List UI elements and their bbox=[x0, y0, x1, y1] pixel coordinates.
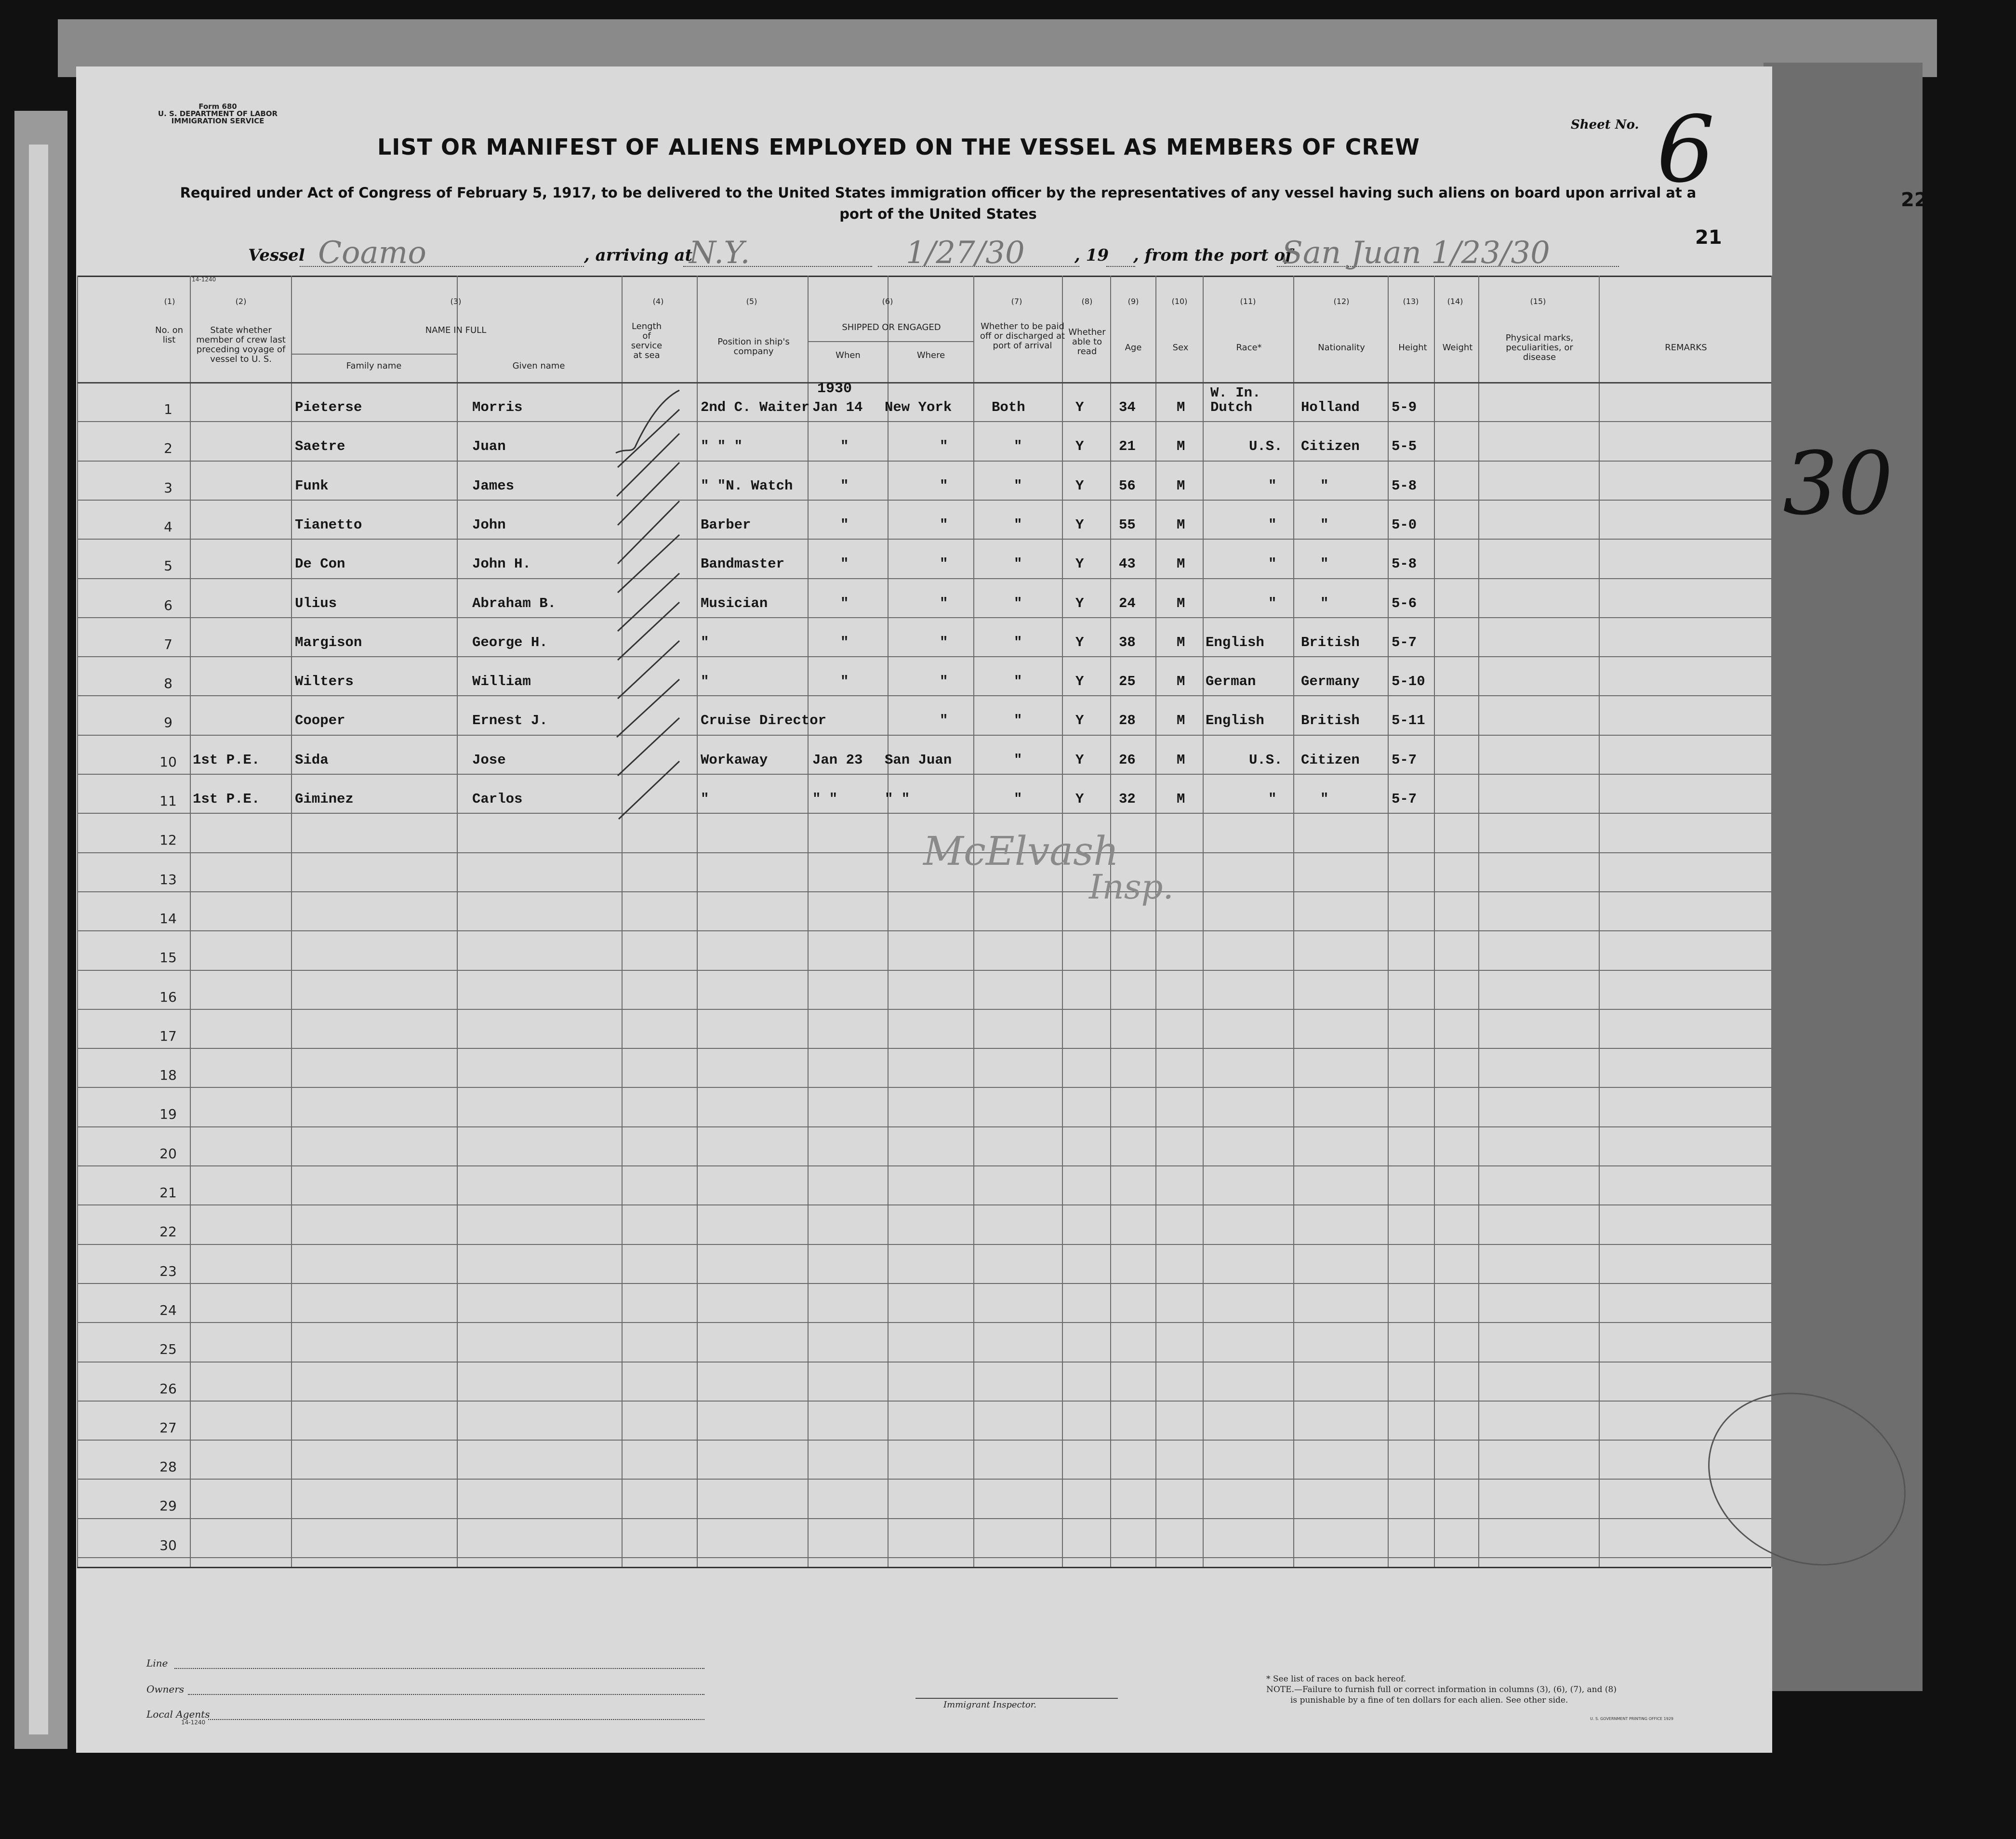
grid-vline bbox=[1155, 276, 1156, 1567]
cell-sex: M bbox=[1177, 791, 1185, 807]
grid-hline bbox=[77, 1401, 1771, 1402]
cell-paid-off: " bbox=[1014, 713, 1022, 729]
cell-height: 5-5 bbox=[1392, 438, 1417, 455]
cell-given-name: William bbox=[472, 674, 531, 690]
col-header-family-name: Family name bbox=[346, 361, 402, 371]
cell-height: 5-8 bbox=[1392, 477, 1417, 494]
grid-hline bbox=[77, 461, 1771, 462]
cell-paid-off: " bbox=[1014, 556, 1022, 572]
row-number: 8 bbox=[164, 675, 172, 692]
note-fine: is punishable by a fine of ten dollars for each alien. See other side. bbox=[1290, 1695, 1568, 1705]
cell-position: " bbox=[701, 634, 709, 650]
cell-height: 5-0 bbox=[1392, 516, 1417, 533]
from-label: , from the port of bbox=[1133, 246, 1292, 265]
subtitle-line-1: Required under Act of Congress of February 5, 1917, to be delivered to the United States immigration officer by the representatives of any vessel having such aliens on board upon arrival at a bbox=[180, 185, 1697, 201]
cell-sex: M bbox=[1177, 477, 1185, 494]
grid-hline bbox=[77, 1126, 1771, 1127]
cell-family-name: Funk bbox=[295, 477, 329, 494]
grid-vline bbox=[1771, 276, 1772, 1567]
column-number: (1) bbox=[164, 297, 175, 306]
cell-where: " bbox=[940, 477, 948, 494]
cell-where: San Juan bbox=[885, 752, 952, 768]
footer-agents-code: 14-1240 bbox=[181, 1719, 206, 1726]
row-number: 7 bbox=[164, 636, 172, 652]
cell-position: " bbox=[701, 674, 709, 690]
cell-when: " bbox=[840, 595, 849, 611]
grid-vline bbox=[697, 276, 698, 1567]
cell-paid-off: " bbox=[1014, 752, 1022, 768]
cell-given-name: John bbox=[472, 516, 506, 533]
grid-hline bbox=[292, 354, 457, 355]
cell-sex: M bbox=[1177, 556, 1185, 572]
inspector-signature-name: McElvash bbox=[923, 829, 1119, 874]
row-number: 15 bbox=[159, 950, 177, 966]
grid-hline bbox=[77, 1479, 1771, 1480]
col-header-sex: Sex bbox=[1172, 343, 1189, 353]
cell-family-name: De Con bbox=[295, 556, 345, 572]
col-header-no-on-list: No. on list bbox=[155, 325, 184, 345]
faint-ellipse-mark bbox=[1696, 1378, 1918, 1580]
cell-when: " bbox=[840, 438, 849, 455]
cell-age: 21 bbox=[1119, 438, 1136, 455]
row-number: 3 bbox=[164, 479, 172, 496]
form-number bbox=[150, 103, 285, 125]
grid-hline bbox=[77, 1557, 1771, 1558]
cell-race: U.S. bbox=[1249, 752, 1283, 768]
cell-given-name: Jose bbox=[472, 752, 506, 768]
cell-able-to-read: Y bbox=[1075, 438, 1084, 455]
cell-race: " bbox=[1268, 595, 1277, 611]
manifest-sheet bbox=[76, 66, 1772, 1753]
arriving-label: , arriving at bbox=[584, 246, 693, 265]
cell-family-name: Ulius bbox=[295, 595, 337, 611]
col-header-length-of-service: Length of service at sea bbox=[631, 321, 663, 360]
grid-vline bbox=[291, 276, 292, 1567]
cell-when: " bbox=[840, 674, 849, 690]
cell-race: " bbox=[1268, 556, 1277, 572]
cell-paid-off: Both bbox=[992, 399, 1025, 415]
row-number: 17 bbox=[159, 1028, 177, 1044]
cell-nationality: Holland bbox=[1301, 399, 1360, 415]
cell-able-to-read: Y bbox=[1075, 634, 1084, 650]
grid-hline bbox=[77, 930, 1771, 931]
grid-vline bbox=[888, 276, 889, 1567]
grid-hline bbox=[77, 813, 1771, 814]
footer-line-dotline bbox=[174, 1668, 704, 1669]
grid-vline bbox=[1062, 276, 1063, 1567]
grid-vline bbox=[973, 276, 974, 1567]
cell-height: 5-10 bbox=[1392, 674, 1425, 690]
row-number: 12 bbox=[159, 832, 177, 848]
grid-hline bbox=[77, 656, 1771, 657]
col-header-age: Age bbox=[1125, 343, 1142, 353]
grid-vline bbox=[1293, 276, 1294, 1567]
col-header-race: Race* bbox=[1236, 343, 1262, 353]
cell-where: " bbox=[940, 713, 948, 729]
cell-sex: M bbox=[1177, 516, 1185, 533]
cell-position: " "N. Watch bbox=[701, 477, 793, 494]
cell-given-name: John H. bbox=[472, 556, 531, 572]
col-header-height: Height bbox=[1398, 343, 1427, 353]
row-number: 21 bbox=[159, 1185, 177, 1201]
cell-family-name: Giminez bbox=[295, 791, 354, 807]
cell-state: 1st P.E. bbox=[193, 752, 260, 768]
cell-paid-off: " bbox=[1014, 634, 1022, 650]
cell-able-to-read: Y bbox=[1075, 713, 1084, 729]
row-number: 1 bbox=[164, 401, 172, 417]
cell-paid-off: " bbox=[1014, 516, 1022, 533]
cell-race: W. In. Dutch bbox=[1210, 385, 1261, 415]
cell-age: 38 bbox=[1119, 634, 1136, 650]
column-number: (8) bbox=[1081, 297, 1093, 306]
row-number: 27 bbox=[159, 1419, 177, 1436]
grid-hline bbox=[77, 735, 1771, 736]
cell-position: Bandmaster bbox=[701, 556, 785, 572]
footer-agents-label: Local Agents bbox=[146, 1708, 210, 1720]
grid-hline bbox=[77, 1087, 1771, 1088]
grid-vline bbox=[1599, 276, 1600, 1567]
grid-hline bbox=[77, 695, 1771, 696]
cell-sex: M bbox=[1177, 634, 1185, 650]
cell-able-to-read: Y bbox=[1075, 595, 1084, 611]
cell-where: " bbox=[940, 556, 948, 572]
grid-vline bbox=[77, 276, 78, 1567]
cell-when: " bbox=[840, 634, 849, 650]
cell-where: " bbox=[940, 516, 948, 533]
cell-when: Jan 14 bbox=[812, 399, 863, 415]
cell-age: 43 bbox=[1119, 556, 1136, 572]
vessel-value: Coamo bbox=[318, 235, 426, 271]
arriving-value: N.Y. bbox=[689, 235, 750, 271]
cell-race: German bbox=[1206, 674, 1256, 690]
grid-hline bbox=[77, 1244, 1771, 1245]
cell-race: English bbox=[1206, 634, 1264, 650]
col-header-shipped-or-engaged: SHIPPED OR ENGAGED bbox=[842, 322, 941, 332]
cell-family-name: Saetre bbox=[295, 438, 345, 455]
col-header-weight: Weight bbox=[1442, 343, 1473, 353]
cell-given-name: Ernest J. bbox=[472, 713, 548, 729]
grid-hline bbox=[77, 1165, 1771, 1166]
cell-sex: M bbox=[1177, 752, 1185, 768]
grid-hline bbox=[808, 341, 973, 342]
grid-vline bbox=[190, 276, 191, 1567]
row-number: 23 bbox=[159, 1263, 177, 1279]
header-rule bbox=[77, 276, 1771, 277]
grid-hline bbox=[77, 382, 1771, 384]
column-number: (4) bbox=[652, 297, 664, 306]
row-number: 25 bbox=[159, 1341, 177, 1358]
column-number: (3) bbox=[450, 297, 462, 306]
cell-height: 5-11 bbox=[1392, 713, 1425, 729]
grid-vline bbox=[1478, 276, 1479, 1567]
page-mark-right-top: 22 bbox=[1901, 189, 1928, 211]
cell-when: " " bbox=[812, 791, 838, 807]
grid-hline bbox=[77, 1283, 1771, 1284]
cell-age: 56 bbox=[1119, 477, 1136, 494]
cell-given-name: James bbox=[472, 477, 515, 494]
cell-nationality: Citizen bbox=[1301, 438, 1360, 455]
row-number: 13 bbox=[159, 871, 177, 887]
row-number: 22 bbox=[159, 1224, 177, 1240]
page-title: LIST OR MANIFEST OF ALIENS EMPLOYED ON THE VESSEL AS MEMBERS OF CREW bbox=[377, 134, 1420, 160]
cell-position: Workaway bbox=[701, 752, 768, 768]
cell-sex: M bbox=[1177, 713, 1185, 729]
grid-hline bbox=[77, 970, 1771, 971]
cell-position: " " " bbox=[701, 438, 743, 455]
year-label: , 19 bbox=[1074, 246, 1109, 265]
cell-race: U.S. bbox=[1249, 438, 1283, 455]
cell-age: 25 bbox=[1119, 674, 1136, 690]
form-no: Form 680 bbox=[199, 102, 237, 111]
grid-hline bbox=[77, 1440, 1771, 1441]
cell-family-name: Tianetto bbox=[295, 516, 362, 533]
cell-sex: M bbox=[1177, 438, 1185, 455]
cell-nationality: " bbox=[1320, 556, 1329, 572]
grid-hline bbox=[77, 774, 1771, 775]
cell-family-name: Margison bbox=[295, 634, 362, 650]
cell-when: " bbox=[840, 556, 849, 572]
cell-paid-off: " bbox=[1014, 438, 1022, 455]
column-number: (14) bbox=[1447, 297, 1463, 306]
footer-owners-label: Owners bbox=[146, 1683, 185, 1695]
col-header-position: Position in ship's company bbox=[717, 337, 790, 357]
grid-vline bbox=[1203, 276, 1204, 1567]
cell-sex: M bbox=[1177, 595, 1185, 611]
footer-note bbox=[1266, 1674, 1617, 1706]
grid-hline bbox=[77, 1322, 1771, 1323]
row-number: 11 bbox=[159, 793, 177, 809]
cell-nationality: British bbox=[1301, 713, 1360, 729]
column-number: (7) bbox=[1011, 297, 1022, 306]
cell-race: " bbox=[1268, 516, 1277, 533]
col-header-nationality: Nationality bbox=[1318, 343, 1365, 353]
cell-able-to-read: Y bbox=[1075, 556, 1084, 572]
cell-age: 55 bbox=[1119, 516, 1136, 533]
column-number: (2) bbox=[235, 297, 247, 306]
cell-nationality: Germany bbox=[1301, 674, 1360, 690]
column-number: (13) bbox=[1403, 297, 1419, 306]
cell-when: Jan 23 bbox=[812, 752, 863, 768]
col-header-given-name: Given name bbox=[512, 361, 565, 371]
row-number: 28 bbox=[159, 1459, 177, 1475]
cell-nationality: British bbox=[1301, 634, 1360, 650]
row-number: 5 bbox=[164, 558, 172, 574]
column-number: (9) bbox=[1127, 297, 1139, 306]
footer-inspector-label: Immigrant Inspector. bbox=[943, 1700, 1037, 1710]
column-number: (12) bbox=[1333, 297, 1350, 306]
cell-height: 5-7 bbox=[1392, 752, 1417, 768]
row-number: 14 bbox=[159, 910, 177, 926]
year-dotline bbox=[1106, 266, 1135, 267]
cell-paid-off: " bbox=[1014, 674, 1022, 690]
row-number: 2 bbox=[164, 440, 172, 457]
service-checkmarks bbox=[612, 381, 689, 834]
cell-able-to-read: Y bbox=[1075, 477, 1084, 494]
form-department: U. S. DEPARTMENT OF LABOR bbox=[158, 109, 278, 118]
row-number: 6 bbox=[164, 597, 172, 613]
grid-hline bbox=[77, 578, 1771, 579]
cell-nationality: " bbox=[1320, 595, 1329, 611]
cell-position: Barber bbox=[701, 516, 751, 533]
back-sheet-left-strip bbox=[29, 145, 48, 1734]
page-subtitle bbox=[153, 182, 1723, 225]
cell-nationality: " bbox=[1320, 516, 1329, 533]
cell-able-to-read: Y bbox=[1075, 674, 1084, 690]
grid-hline bbox=[77, 1518, 1771, 1519]
footer-owners-dotline bbox=[188, 1694, 704, 1695]
row-number: 16 bbox=[159, 989, 177, 1005]
row-number: 10 bbox=[159, 754, 177, 770]
cell-given-name: Morris bbox=[472, 399, 523, 415]
cell-where: " " bbox=[885, 791, 910, 807]
grid-vline bbox=[1434, 276, 1435, 1567]
cell-race: English bbox=[1206, 713, 1264, 729]
cell-given-name: Abraham B. bbox=[472, 595, 557, 611]
grid-hline bbox=[77, 1567, 1771, 1568]
row-number: 4 bbox=[164, 518, 172, 535]
cell-height: 5-6 bbox=[1392, 595, 1417, 611]
cell-state: 1st P.E. bbox=[193, 791, 260, 807]
inspector-signature-title: Insp. bbox=[1089, 867, 1174, 907]
row-number: 26 bbox=[159, 1380, 177, 1397]
col-header-where: Where bbox=[916, 350, 945, 360]
grid-hline bbox=[77, 891, 1771, 892]
cell-given-name: George H. bbox=[472, 634, 548, 650]
cell-position: " bbox=[701, 791, 709, 807]
grid-vline bbox=[457, 276, 458, 1567]
cell-where: " bbox=[940, 438, 948, 455]
cell-able-to-read: Y bbox=[1075, 516, 1084, 533]
grid-hline bbox=[77, 617, 1771, 618]
col-header-able-to-read: Whether able to read bbox=[1068, 327, 1106, 357]
column-number: (5) bbox=[746, 297, 757, 306]
from-port-value: San Juan 1/23/30 bbox=[1282, 235, 1550, 271]
note-races: * See list of races on back hereof. bbox=[1266, 1674, 1406, 1684]
subtitle-line-2: port of the United States bbox=[839, 206, 1037, 222]
grid-vline bbox=[1110, 276, 1111, 1567]
shipped-year-note: 1930 bbox=[817, 381, 852, 397]
row-number: 29 bbox=[159, 1498, 177, 1514]
handwritten-mark-30: 30 bbox=[1783, 434, 1894, 534]
cell-age: 32 bbox=[1119, 791, 1136, 807]
sheet-number: 6 bbox=[1657, 96, 1715, 203]
row-number: 19 bbox=[159, 1106, 177, 1123]
arrival-date: 1/27/30 bbox=[906, 235, 1025, 271]
grid-vline bbox=[1388, 276, 1389, 1567]
cell-when: " bbox=[840, 477, 849, 494]
grid-vline bbox=[808, 276, 809, 1567]
sheet-label: Sheet No. bbox=[1571, 118, 1639, 132]
grid-hline bbox=[77, 539, 1771, 540]
cell-where: " bbox=[940, 595, 948, 611]
cell-race: " bbox=[1268, 791, 1277, 807]
cell-age: 26 bbox=[1119, 752, 1136, 768]
cell-where: " bbox=[940, 634, 948, 650]
cell-sex: M bbox=[1177, 674, 1185, 690]
grid-hline bbox=[77, 421, 1771, 422]
cell-nationality: Citizen bbox=[1301, 752, 1360, 768]
cell-position: Cruise Director bbox=[701, 713, 827, 729]
cell-position: Musician bbox=[701, 595, 768, 611]
cell-given-name: Juan bbox=[472, 438, 506, 455]
cell-paid-off: " bbox=[1014, 595, 1022, 611]
column-number: (10) bbox=[1171, 297, 1188, 306]
grid-hline bbox=[77, 1362, 1771, 1363]
row-number: 9 bbox=[164, 714, 172, 731]
cell-able-to-read: Y bbox=[1075, 752, 1084, 768]
footer-line-label: Line bbox=[146, 1657, 168, 1669]
column-number: (6) bbox=[882, 297, 893, 306]
grid-hline bbox=[77, 1009, 1771, 1010]
cell-able-to-read: Y bbox=[1075, 399, 1084, 415]
cell-paid-off: " bbox=[1014, 477, 1022, 494]
column-number: (11) bbox=[1240, 297, 1256, 306]
row-number: 24 bbox=[159, 1302, 177, 1318]
note-failure: NOTE.—Failure to furnish full or correct information in columns (3), (6), (7), and (8) bbox=[1266, 1685, 1617, 1694]
cell-height: 5-7 bbox=[1392, 634, 1417, 650]
grid-hline bbox=[77, 500, 1771, 501]
cell-sex: M bbox=[1177, 399, 1185, 415]
cell-family-name: Pieterse bbox=[295, 399, 362, 415]
cell-nationality: " bbox=[1320, 791, 1329, 807]
cell-paid-off: " bbox=[1014, 791, 1022, 807]
col-header-remarks: REMARKS bbox=[1665, 343, 1707, 353]
header-code: 14-1240 bbox=[192, 276, 216, 283]
inspector-signature-line bbox=[915, 1698, 1118, 1699]
cell-where: " bbox=[940, 674, 948, 690]
cell-nationality: " bbox=[1320, 477, 1329, 494]
row-number: 20 bbox=[159, 1145, 177, 1162]
row-number: 18 bbox=[159, 1067, 177, 1084]
cell-height: 5-8 bbox=[1392, 556, 1417, 572]
col-header-physical-marks: Physical marks, peculiarities, or disease bbox=[1505, 333, 1574, 362]
printer-imprint: U. S. GOVERNMENT PRINTING OFFICE 1929 bbox=[1590, 1717, 1674, 1721]
cell-given-name: Carlos bbox=[472, 791, 523, 807]
column-number: (15) bbox=[1530, 297, 1546, 306]
cell-family-name: Wilters bbox=[295, 674, 354, 690]
cell-able-to-read: Y bbox=[1075, 791, 1084, 807]
col-header-when: When bbox=[836, 350, 861, 360]
row-number: 30 bbox=[159, 1537, 177, 1553]
form-service: IMMIGRATION SERVICE bbox=[171, 117, 265, 125]
cell-age: 34 bbox=[1119, 399, 1136, 415]
col-header-name-in-full: NAME IN FULL bbox=[425, 325, 487, 335]
grid-hline bbox=[77, 1048, 1771, 1049]
cell-height: 5-9 bbox=[1392, 399, 1417, 415]
footer-agents-dotline bbox=[208, 1719, 704, 1720]
cell-when: " bbox=[840, 516, 849, 533]
cell-family-name: Cooper bbox=[295, 713, 345, 729]
col-header-state-whether: State whether member of crew last preceding voyage of vessel to U. S. bbox=[196, 325, 286, 364]
cell-position: 2nd C. Waiter bbox=[701, 399, 810, 415]
cell-age: 28 bbox=[1119, 713, 1136, 729]
cell-race: " bbox=[1268, 477, 1277, 494]
cell-height: 5-7 bbox=[1392, 791, 1417, 807]
cell-family-name: Sida bbox=[295, 752, 329, 768]
cell-where: New York bbox=[885, 399, 952, 415]
col-header-paid-off: Whether to be paid off or discharged at port of arrival bbox=[980, 321, 1065, 351]
grid-hline bbox=[77, 1204, 1771, 1205]
page-mark-right-num: 21 bbox=[1695, 226, 1722, 249]
vessel-label: Vessel bbox=[248, 246, 305, 265]
cell-age: 24 bbox=[1119, 595, 1136, 611]
